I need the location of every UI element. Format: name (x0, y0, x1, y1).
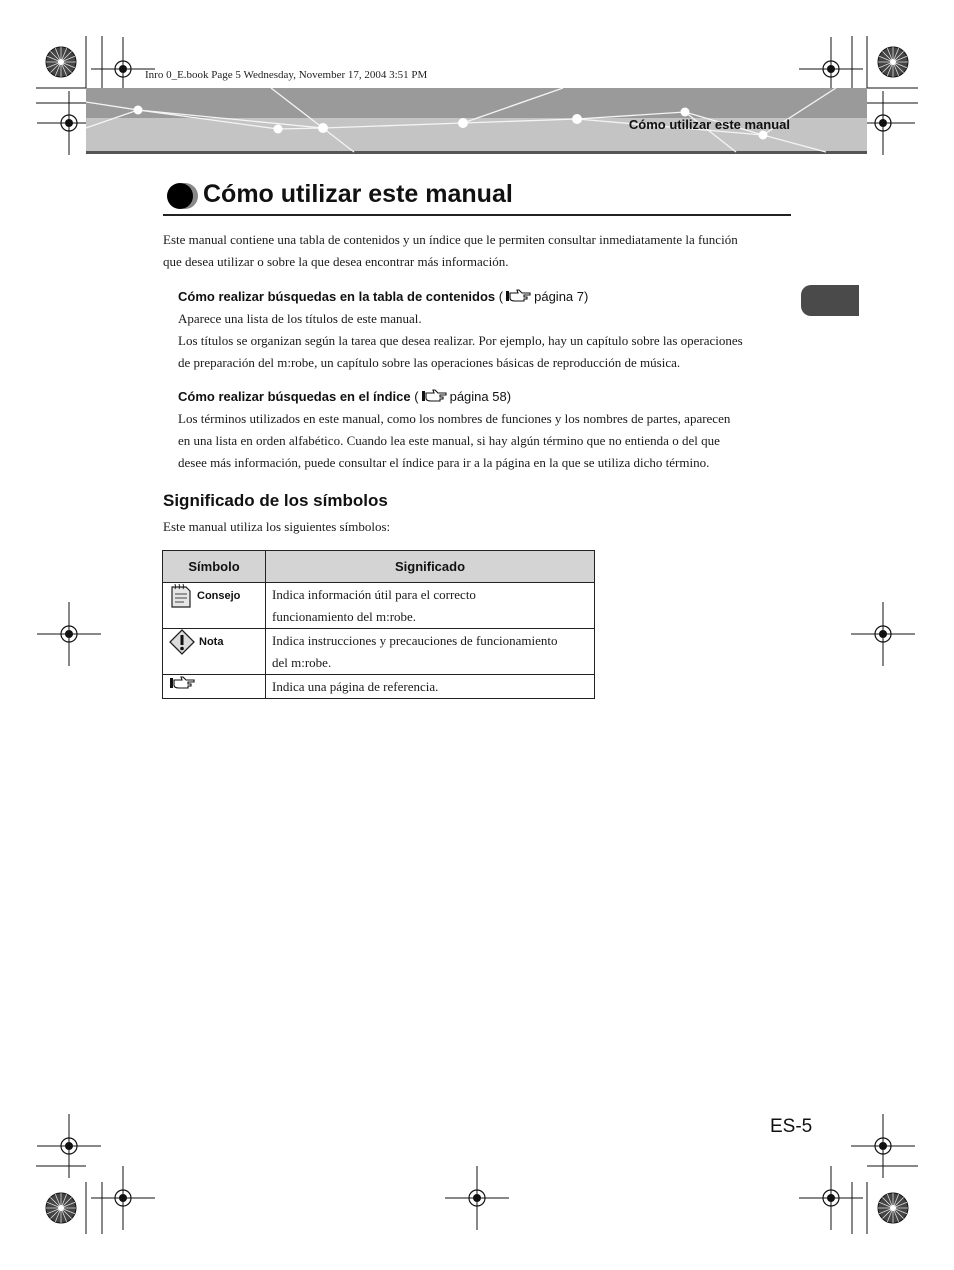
print-info: Inro 0_E.book Page 5 Wednesday, November 17, 2004 3:51 PM (145, 69, 428, 81)
index-heading-text: Cómo realizar búsquedas en el índice (178, 389, 411, 404)
toc-line: Los títulos se organizan según la tarea que desea realizar. Por ejemplo, hay un capítulo sobre las operaciones (178, 333, 743, 348)
index-line: en una lista en orden alfabético. Cuando lea este manual, si hay algún término que no entienda o del que (178, 433, 720, 448)
intro-paragraph (163, 229, 793, 273)
toc-line: Aparece una lista de los títulos de este manual. (178, 311, 422, 326)
page-number: ES-5 (770, 1116, 813, 1137)
page-title: Cómo utilizar este manual (203, 180, 513, 208)
table-row (163, 629, 595, 675)
column-header-symbol: Símbolo (163, 551, 266, 583)
symbol-cell (163, 629, 266, 675)
pointing-hand-reference-icon (169, 676, 196, 690)
index-page-ref: página 58 (449, 389, 507, 404)
index-line: Los términos utilizados en este manual, como los nombres de funciones y los nombres de partes, aparecen (178, 411, 731, 426)
symbols-section-heading: Significado de los símbolos (163, 491, 388, 510)
meaning-cell (266, 629, 595, 675)
pointing-hand-icon (421, 389, 448, 403)
toc-line: de preparación del m:robe, un capítulo sobre las operaciones básicas de reproducción de música. (178, 355, 681, 370)
pointing-hand-icon (505, 289, 532, 303)
consejo-note-icon (169, 583, 193, 609)
meaning-cell (266, 675, 595, 699)
index-search-block (178, 386, 793, 474)
symbols-section-intro: Este manual utiliza los siguientes símbolos: (163, 519, 391, 534)
meaning-line: Indica información útil para el correcto (272, 587, 476, 602)
toc-heading-text: Cómo realizar búsquedas en la tabla de contenidos (178, 289, 496, 304)
running-header-title: Cómo utilizar este manual (628, 117, 790, 132)
intro-line: Este manual contiene una tabla de contenidos y un índice que le permiten consultar inmediatamente la función (163, 232, 738, 247)
index-line: desee más información, puede consultar el índice para ir a la página en la que se utiliza dicho término. (178, 455, 710, 470)
meaning-cell (266, 583, 595, 629)
toc-search-block (178, 286, 793, 374)
toc-page-ref: página 7 (534, 289, 584, 304)
chapter-side-tab (801, 285, 859, 316)
meaning-line: funcionamiento del m:robe. (272, 609, 417, 624)
table-header-row (163, 551, 595, 583)
meaning-line: del m:robe. (272, 655, 332, 670)
symbol-label: Consejo (197, 590, 241, 602)
symbol-cell (163, 583, 266, 629)
symbols-table (162, 550, 595, 699)
page-title-block (163, 178, 791, 216)
intro-line: que desea utilizar o sobre la que desea encontrar más información. (163, 254, 509, 269)
meaning-line: Indica una página de referencia. (272, 679, 439, 694)
symbol-label: Nota (199, 636, 224, 648)
title-bullet-icon (165, 181, 201, 211)
toc-search-heading: Cómo realizar búsquedas en la tabla de contenidos ( página 7) (178, 289, 589, 304)
symbol-cell (163, 675, 266, 699)
table-row (163, 583, 595, 629)
table-row (163, 675, 595, 699)
warning-diamond-icon (169, 629, 195, 655)
column-header-meaning: Significado (266, 551, 595, 583)
meaning-line: Indica instrucciones y precauciones de funcionamiento (272, 633, 558, 648)
index-search-heading: Cómo realizar búsquedas en el índice ( página 58) (178, 389, 512, 404)
